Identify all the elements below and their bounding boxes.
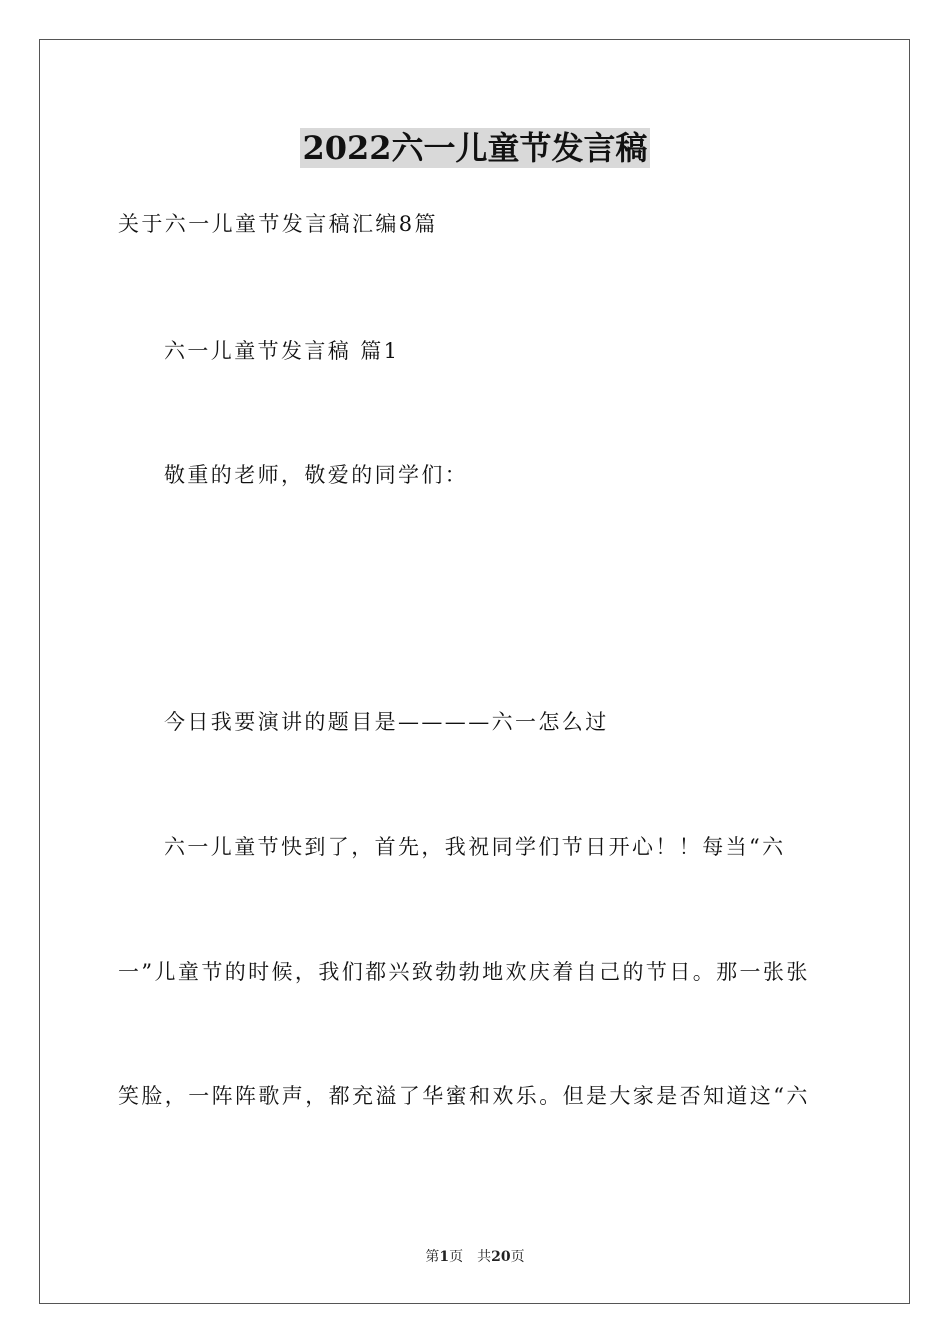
document-title: 2022六一儿童节发言稿 — [302, 129, 648, 167]
section-heading: 六一儿童节发言稿 篇1 — [164, 339, 400, 363]
footer-total-pages: 20 — [491, 1249, 511, 1265]
footer-page-prefix: 第 — [425, 1249, 440, 1265]
paragraph-line-2: 一”儿童节的时候，我们都兴致勃勃地欢庆着自己的节日。那一张张 — [118, 960, 810, 984]
page-footer — [0, 1248, 950, 1266]
document-title-block — [0, 128, 950, 168]
paragraph-line-1: 六一儿童节快到了，首先，我祝同学们节日开心！！每当“六 — [164, 835, 786, 859]
footer-total-suffix: 页 — [510, 1249, 525, 1265]
footer-page-number: 1 — [439, 1249, 450, 1265]
document-subtitle: 关于六一儿童节发言稿汇编8篇 — [118, 212, 438, 236]
footer-page-suffix: 页 — [449, 1249, 464, 1265]
greeting-line: 敬重的老师，敬爱的同学们： — [164, 463, 469, 487]
topic-line: 今日我要演讲的题目是————六一怎么过 — [164, 710, 609, 734]
paragraph-line-3: 笑脸，一阵阵歌声，都充溢了华蜜和欢乐。但是大家是否知道这“六 — [118, 1084, 810, 1108]
footer-total-prefix: 共 — [477, 1249, 492, 1265]
